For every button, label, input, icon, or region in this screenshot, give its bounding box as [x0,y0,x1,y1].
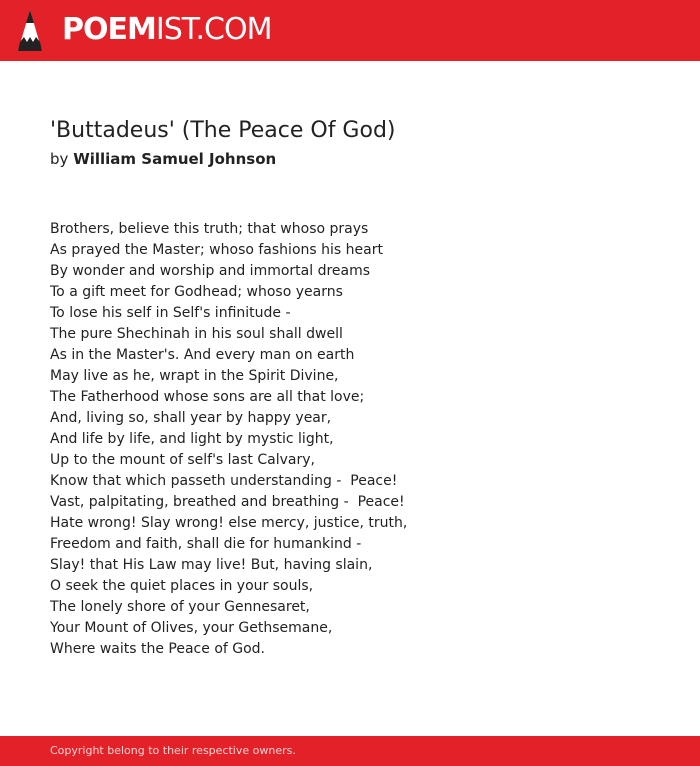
poem-line: And life by life, and light by mystic light, [50,431,334,447]
logo-bold-text: POEM [62,12,156,47]
poem-body [50,219,407,660]
poem-line: As in the Master's. And every man on earth [50,347,355,363]
poem-title: 'Buttadeus' (The Peace Of God) [50,118,396,143]
poem-line: Where waits the Peace of God. [50,641,266,657]
poem-line: Brothers, believe this truth; that whoso prays [50,221,369,237]
poem-line: Up to the mount of self's last Calvary, [50,452,315,468]
author-link[interactable]: William Samuel Johnson [73,150,277,168]
byline-prefix: by [50,150,69,168]
poem-line: Freedom and faith, shall die for humankind - [50,536,362,552]
poem-line: To lose his self in Self's infinitude - [50,305,291,321]
poem-line: May live as he, wrapt in the Spirit Divine, [50,368,339,384]
poem-line: O seek the quiet places in your souls, [50,578,314,594]
site-footer [0,736,700,766]
logo-light-text: IST.COM [155,12,272,47]
poem-line: The lonely shore of your Gennesaret, [50,599,310,615]
poem-line: Hate wrong! Slay wrong! else mercy, justice, truth, [50,515,408,531]
poem-line: The pure Shechinah in his soul shall dwell [50,326,343,342]
site-logo[interactable] [62,11,271,49]
poem-line: As prayed the Master; whoso fashions his heart [50,242,383,258]
poem-line: Slay! that His Law may live! But, having slain, [50,557,373,573]
poem-line: The Fatherhood whose sons are all that love; [50,389,365,405]
poem-line: To a gift meet for Godhead; whoso yearns [50,284,343,300]
copyright-text: Copyright belong to their respective owners. [50,744,296,757]
poem-line: Vast, palpitating, breathed and breathing - Peace! [50,494,405,510]
pencil-tip-icon[interactable] [17,9,43,52]
site-header [0,0,700,61]
byline [50,148,276,170]
poem-line: By wonder and worship and immortal dreams [50,263,371,279]
poem-line: And, living so, shall year by happy year, [50,410,332,426]
poem-line: Your Mount of Olives, your Gethsemane, [50,620,333,636]
poem-line: Know that which passeth understanding - Peace! [50,473,398,489]
